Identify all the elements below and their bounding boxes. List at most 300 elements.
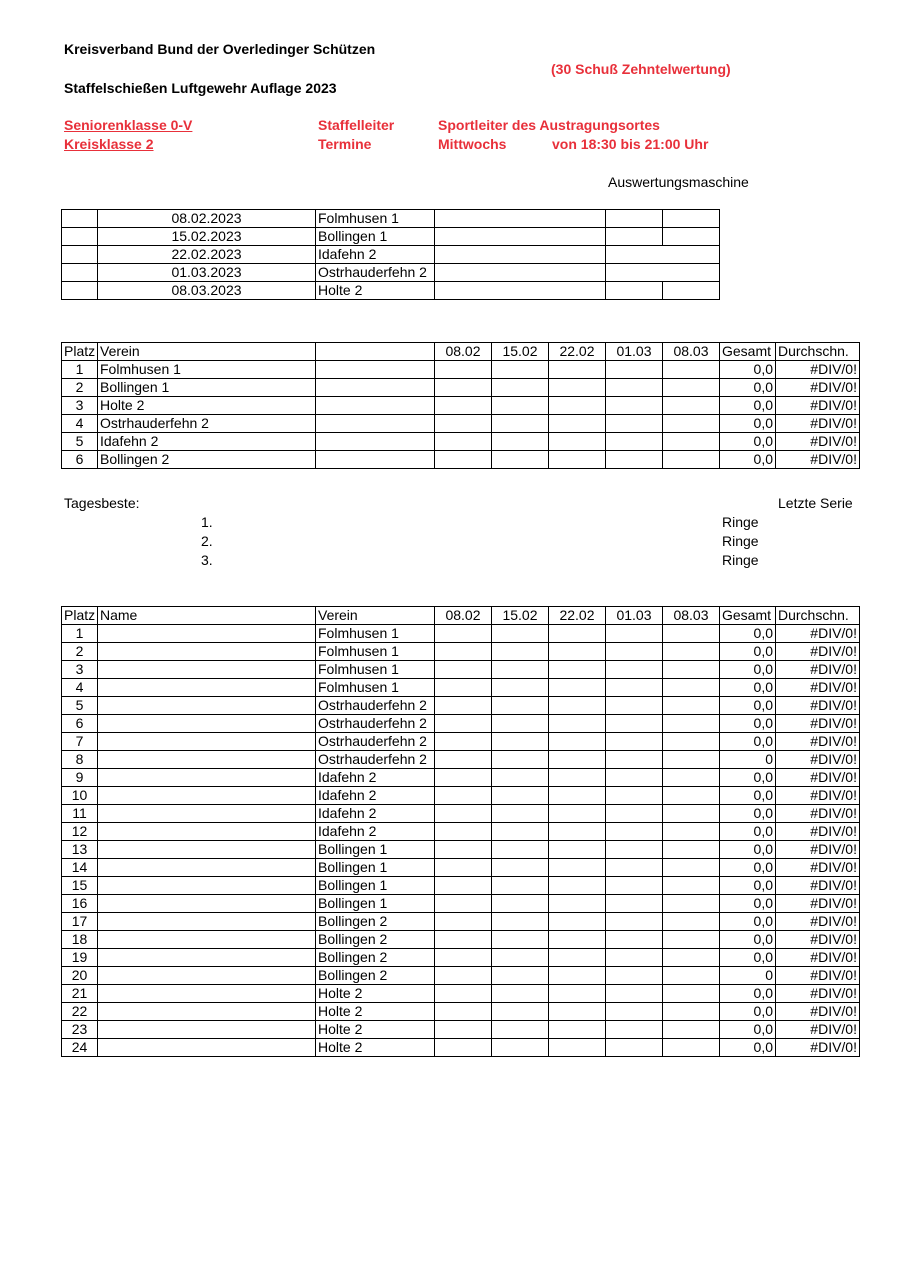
team-verein: Bollingen 2 bbox=[98, 451, 316, 469]
col-date-3: 22.02 bbox=[549, 343, 606, 361]
shooter-score-3 bbox=[549, 715, 606, 733]
shooter-score-3 bbox=[549, 859, 606, 877]
shooter-score-2 bbox=[492, 715, 549, 733]
schedule-club: Folmhusen 1 bbox=[316, 210, 435, 228]
team-score-4 bbox=[606, 397, 663, 415]
team-blank bbox=[316, 361, 435, 379]
team-platz: 5 bbox=[62, 433, 98, 451]
shooter-score-2 bbox=[492, 967, 549, 985]
shooter-gesamt: 0,0 bbox=[720, 787, 776, 805]
col-verein: Verein bbox=[316, 607, 435, 625]
tagesbeste-place-3: 3. bbox=[201, 552, 213, 568]
shooter-score-4 bbox=[606, 787, 663, 805]
shooter-verein: Ostrhauderfehn 2 bbox=[316, 733, 435, 751]
col-date-1: 08.02 bbox=[435, 343, 492, 361]
schedule-blank bbox=[606, 264, 720, 282]
shooter-score-4 bbox=[606, 913, 663, 931]
shooter-verein: Folmhusen 1 bbox=[316, 643, 435, 661]
shooter-platz: 6 bbox=[62, 715, 98, 733]
shooter-score-5 bbox=[663, 679, 720, 697]
shooter-score-3 bbox=[549, 1021, 606, 1039]
col-date-3: 22.02 bbox=[549, 607, 606, 625]
shooter-score-2 bbox=[492, 841, 549, 859]
shooter-score-3 bbox=[549, 1003, 606, 1021]
col-date-2: 15.02 bbox=[492, 607, 549, 625]
shooter-score-1 bbox=[435, 985, 492, 1003]
shooter-verein: Idafehn 2 bbox=[316, 805, 435, 823]
shooter-score-2 bbox=[492, 877, 549, 895]
team-score-3 bbox=[549, 433, 606, 451]
shooter-row bbox=[62, 787, 860, 805]
shooter-durchschnitt: #DIV/0! bbox=[776, 1003, 860, 1021]
shooter-score-4 bbox=[606, 931, 663, 949]
shooter-score-4 bbox=[606, 859, 663, 877]
shooter-score-4 bbox=[606, 967, 663, 985]
shooter-durchschnitt: #DIV/0! bbox=[776, 859, 860, 877]
shooter-durchschnitt: #DIV/0! bbox=[776, 949, 860, 967]
shooter-score-3 bbox=[549, 805, 606, 823]
col-verein: Verein bbox=[98, 343, 316, 361]
shooter-name bbox=[98, 1021, 316, 1039]
shooter-durchschnitt: #DIV/0! bbox=[776, 715, 860, 733]
shooter-score-2 bbox=[492, 913, 549, 931]
team-score-2 bbox=[492, 451, 549, 469]
shooter-score-5 bbox=[663, 949, 720, 967]
shooter-gesamt: 0,0 bbox=[720, 661, 776, 679]
shooter-verein: Folmhusen 1 bbox=[316, 661, 435, 679]
team-durchschnitt: #DIV/0! bbox=[776, 415, 860, 433]
shooter-score-1 bbox=[435, 841, 492, 859]
schedule-club: Ostrhauderfehn 2 bbox=[316, 264, 435, 282]
shooter-verein: Bollingen 1 bbox=[316, 895, 435, 913]
team-row bbox=[62, 415, 860, 433]
shooter-name bbox=[98, 697, 316, 715]
shooter-score-4 bbox=[606, 1021, 663, 1039]
shooter-platz: 9 bbox=[62, 769, 98, 787]
shooter-gesamt: 0,0 bbox=[720, 697, 776, 715]
ringe-label-1: Ringe bbox=[722, 514, 759, 530]
shooter-score-2 bbox=[492, 859, 549, 877]
shooter-durchschnitt: #DIV/0! bbox=[776, 1039, 860, 1057]
shooter-score-5 bbox=[663, 769, 720, 787]
shooter-gesamt: 0,0 bbox=[720, 877, 776, 895]
shooter-score-5 bbox=[663, 913, 720, 931]
shooter-platz: 4 bbox=[62, 679, 98, 697]
shooter-score-5 bbox=[663, 841, 720, 859]
shooter-row bbox=[62, 841, 860, 859]
schedule-blank bbox=[606, 246, 720, 264]
schedule-date: 22.02.2023 bbox=[98, 246, 316, 264]
schedule-blank bbox=[435, 282, 606, 300]
schedule-blank bbox=[435, 228, 606, 246]
shooter-score-1 bbox=[435, 1039, 492, 1057]
shooter-score-1 bbox=[435, 625, 492, 643]
shooter-score-4 bbox=[606, 1003, 663, 1021]
team-gesamt: 0,0 bbox=[720, 379, 776, 397]
team-blank bbox=[316, 451, 435, 469]
shooter-row bbox=[62, 733, 860, 751]
shooter-score-2 bbox=[492, 643, 549, 661]
shooter-score-4 bbox=[606, 697, 663, 715]
class-senior: Seniorenklasse 0-V bbox=[64, 117, 193, 133]
team-score-4 bbox=[606, 451, 663, 469]
shooter-score-2 bbox=[492, 679, 549, 697]
shooter-score-1 bbox=[435, 697, 492, 715]
shooter-row bbox=[62, 769, 860, 787]
shooter-gesamt: 0,0 bbox=[720, 913, 776, 931]
team-verein: Holte 2 bbox=[98, 397, 316, 415]
col-date-5: 08.03 bbox=[663, 343, 720, 361]
shooter-score-5 bbox=[663, 1003, 720, 1021]
shooter-score-4 bbox=[606, 751, 663, 769]
shooter-row bbox=[62, 1021, 860, 1039]
col-gesamt: Gesamt bbox=[720, 343, 776, 361]
team-durchschnitt: #DIV/0! bbox=[776, 379, 860, 397]
shooter-durchschnitt: #DIV/0! bbox=[776, 787, 860, 805]
shooter-score-4 bbox=[606, 823, 663, 841]
team-blank bbox=[316, 415, 435, 433]
shooter-score-1 bbox=[435, 913, 492, 931]
schedule-club: Holte 2 bbox=[316, 282, 435, 300]
team-durchschnitt: #DIV/0! bbox=[776, 451, 860, 469]
team-score-1 bbox=[435, 361, 492, 379]
shooter-score-3 bbox=[549, 985, 606, 1003]
shooter-verein: Ostrhauderfehn 2 bbox=[316, 697, 435, 715]
schedule-row bbox=[62, 246, 720, 264]
shooter-score-1 bbox=[435, 877, 492, 895]
shooter-name bbox=[98, 751, 316, 769]
tagesbeste-label: Tagesbeste: bbox=[64, 495, 140, 511]
team-score-2 bbox=[492, 415, 549, 433]
shooter-score-4 bbox=[606, 895, 663, 913]
shooter-platz: 8 bbox=[62, 751, 98, 769]
shooter-score-3 bbox=[549, 661, 606, 679]
shooter-gesamt: 0,0 bbox=[720, 1003, 776, 1021]
shooter-gesamt: 0,0 bbox=[720, 805, 776, 823]
shooter-name bbox=[98, 1039, 316, 1057]
team-durchschnitt: #DIV/0! bbox=[776, 397, 860, 415]
shooter-gesamt: 0,0 bbox=[720, 643, 776, 661]
shooter-score-5 bbox=[663, 625, 720, 643]
shooter-durchschnitt: #DIV/0! bbox=[776, 625, 860, 643]
shooter-platz: 12 bbox=[62, 823, 98, 841]
shooter-row bbox=[62, 697, 860, 715]
shooter-score-4 bbox=[606, 733, 663, 751]
col-platz: Platz bbox=[62, 343, 98, 361]
shooter-platz: 1 bbox=[62, 625, 98, 643]
shooter-score-1 bbox=[435, 1021, 492, 1039]
team-score-4 bbox=[606, 361, 663, 379]
dates-label: Termine bbox=[318, 136, 372, 152]
shooter-platz: 11 bbox=[62, 805, 98, 823]
shooter-score-2 bbox=[492, 823, 549, 841]
shooter-platz: 22 bbox=[62, 1003, 98, 1021]
shooter-row bbox=[62, 877, 860, 895]
shooter-durchschnitt: #DIV/0! bbox=[776, 769, 860, 787]
schedule-blank bbox=[663, 228, 720, 246]
shooter-score-3 bbox=[549, 967, 606, 985]
shooter-row bbox=[62, 823, 860, 841]
shooter-row bbox=[62, 715, 860, 733]
shooter-durchschnitt: #DIV/0! bbox=[776, 985, 860, 1003]
shooter-platz: 13 bbox=[62, 841, 98, 859]
shooter-score-3 bbox=[549, 787, 606, 805]
team-score-2 bbox=[492, 361, 549, 379]
shooter-name bbox=[98, 661, 316, 679]
shooter-name bbox=[98, 823, 316, 841]
shooter-name bbox=[98, 625, 316, 643]
shooter-score-4 bbox=[606, 679, 663, 697]
shooter-name bbox=[98, 715, 316, 733]
shooter-verein: Holte 2 bbox=[316, 1021, 435, 1039]
schedule-row bbox=[62, 264, 720, 282]
shooter-verein: Idafehn 2 bbox=[316, 787, 435, 805]
shooter-score-1 bbox=[435, 823, 492, 841]
shooter-durchschnitt: #DIV/0! bbox=[776, 733, 860, 751]
team-blank bbox=[316, 379, 435, 397]
shooter-score-2 bbox=[492, 733, 549, 751]
shooter-score-1 bbox=[435, 859, 492, 877]
team-table bbox=[61, 342, 860, 469]
team-score-1 bbox=[435, 415, 492, 433]
shooter-score-4 bbox=[606, 769, 663, 787]
shooter-score-4 bbox=[606, 805, 663, 823]
shooter-row bbox=[62, 751, 860, 769]
shooter-gesamt: 0,0 bbox=[720, 1039, 776, 1057]
shooter-gesamt: 0 bbox=[720, 967, 776, 985]
shooter-score-1 bbox=[435, 679, 492, 697]
shooter-score-3 bbox=[549, 949, 606, 967]
shooter-score-4 bbox=[606, 985, 663, 1003]
shooter-gesamt: 0,0 bbox=[720, 859, 776, 877]
shooter-name bbox=[98, 805, 316, 823]
shooter-verein: Idafehn 2 bbox=[316, 769, 435, 787]
shooter-score-3 bbox=[549, 841, 606, 859]
schedule-table bbox=[61, 209, 720, 300]
shooter-score-4 bbox=[606, 841, 663, 859]
shooter-platz: 7 bbox=[62, 733, 98, 751]
col-platz: Platz bbox=[62, 607, 98, 625]
shooter-name bbox=[98, 841, 316, 859]
shooter-gesamt: 0,0 bbox=[720, 733, 776, 751]
shooter-score-2 bbox=[492, 985, 549, 1003]
ringe-label-2: Ringe bbox=[722, 533, 759, 549]
shooter-score-2 bbox=[492, 895, 549, 913]
shooter-score-5 bbox=[663, 715, 720, 733]
shooter-row bbox=[62, 985, 860, 1003]
shooter-score-1 bbox=[435, 805, 492, 823]
shooter-verein: Bollingen 1 bbox=[316, 841, 435, 859]
shooter-row bbox=[62, 805, 860, 823]
shooter-score-5 bbox=[663, 967, 720, 985]
shooter-durchschnitt: #DIV/0! bbox=[776, 1021, 860, 1039]
team-gesamt: 0,0 bbox=[720, 361, 776, 379]
shooter-name bbox=[98, 679, 316, 697]
shooter-score-4 bbox=[606, 949, 663, 967]
team-score-5 bbox=[663, 397, 720, 415]
shooter-durchschnitt: #DIV/0! bbox=[776, 679, 860, 697]
team-durchschnitt: #DIV/0! bbox=[776, 361, 860, 379]
shooter-gesamt: 0,0 bbox=[720, 1021, 776, 1039]
shooter-score-4 bbox=[606, 715, 663, 733]
shooter-header-row bbox=[62, 607, 860, 625]
shooter-score-3 bbox=[549, 643, 606, 661]
team-score-5 bbox=[663, 379, 720, 397]
shooter-score-5 bbox=[663, 805, 720, 823]
shooter-gesamt: 0,0 bbox=[720, 823, 776, 841]
shooter-platz: 17 bbox=[62, 913, 98, 931]
team-blank bbox=[316, 397, 435, 415]
leader-label: Staffelleiter bbox=[318, 117, 395, 133]
schedule-date: 15.02.2023 bbox=[98, 228, 316, 246]
shooter-score-3 bbox=[549, 931, 606, 949]
shooter-score-5 bbox=[663, 733, 720, 751]
shooter-durchschnitt: #DIV/0! bbox=[776, 895, 860, 913]
shooter-gesamt: 0 bbox=[720, 751, 776, 769]
shooter-score-5 bbox=[663, 1021, 720, 1039]
team-row bbox=[62, 433, 860, 451]
schedule-row bbox=[62, 282, 720, 300]
schedule-blank bbox=[62, 246, 98, 264]
shooter-score-3 bbox=[549, 895, 606, 913]
shooter-platz: 2 bbox=[62, 643, 98, 661]
shooter-row bbox=[62, 661, 860, 679]
shooter-platz: 5 bbox=[62, 697, 98, 715]
shooter-score-5 bbox=[663, 931, 720, 949]
shooter-name bbox=[98, 769, 316, 787]
team-platz: 3 bbox=[62, 397, 98, 415]
shooter-verein: Idafehn 2 bbox=[316, 823, 435, 841]
shooter-row bbox=[62, 967, 860, 985]
shooter-score-5 bbox=[663, 1039, 720, 1057]
team-score-5 bbox=[663, 361, 720, 379]
col-date-5: 08.03 bbox=[663, 607, 720, 625]
schedule-blank bbox=[435, 210, 606, 228]
team-score-4 bbox=[606, 379, 663, 397]
shooter-score-4 bbox=[606, 625, 663, 643]
shooter-score-3 bbox=[549, 679, 606, 697]
tagesbeste-place-2: 2. bbox=[201, 533, 213, 549]
shooter-platz: 23 bbox=[62, 1021, 98, 1039]
team-score-2 bbox=[492, 433, 549, 451]
schedule-date: 08.03.2023 bbox=[98, 282, 316, 300]
shooter-score-5 bbox=[663, 751, 720, 769]
shooter-score-4 bbox=[606, 877, 663, 895]
shooter-platz: 3 bbox=[62, 661, 98, 679]
shooter-score-2 bbox=[492, 787, 549, 805]
team-header-row bbox=[62, 343, 860, 361]
shooter-name bbox=[98, 733, 316, 751]
team-score-4 bbox=[606, 415, 663, 433]
shooter-gesamt: 0,0 bbox=[720, 715, 776, 733]
shooter-platz: 16 bbox=[62, 895, 98, 913]
shooter-name bbox=[98, 913, 316, 931]
team-blank bbox=[316, 433, 435, 451]
shooter-score-3 bbox=[549, 823, 606, 841]
schedule-date: 08.02.2023 bbox=[98, 210, 316, 228]
shooter-durchschnitt: #DIV/0! bbox=[776, 697, 860, 715]
shooter-table bbox=[61, 606, 860, 1057]
shooter-score-4 bbox=[606, 1039, 663, 1057]
shooter-verein: Bollingen 1 bbox=[316, 859, 435, 877]
shooter-row bbox=[62, 1003, 860, 1021]
team-score-5 bbox=[663, 451, 720, 469]
shooter-score-5 bbox=[663, 859, 720, 877]
shooter-score-1 bbox=[435, 769, 492, 787]
schedule-blank bbox=[62, 228, 98, 246]
shooter-score-5 bbox=[663, 895, 720, 913]
team-score-1 bbox=[435, 397, 492, 415]
org-title: Kreisverband Bund der Overledinger Schützen bbox=[64, 41, 376, 57]
shooter-platz: 10 bbox=[62, 787, 98, 805]
shooter-row bbox=[62, 895, 860, 913]
shooter-score-1 bbox=[435, 751, 492, 769]
shooter-score-1 bbox=[435, 967, 492, 985]
col-durchschnitt: Durchschn. bbox=[776, 607, 860, 625]
shooter-durchschnitt: #DIV/0! bbox=[776, 823, 860, 841]
ringe-label-3: Ringe bbox=[722, 552, 759, 568]
col-date-1: 08.02 bbox=[435, 607, 492, 625]
shooter-score-2 bbox=[492, 661, 549, 679]
shooter-durchschnitt: #DIV/0! bbox=[776, 661, 860, 679]
team-row bbox=[62, 379, 860, 397]
schedule-blank bbox=[606, 210, 663, 228]
schedule-blank bbox=[663, 282, 720, 300]
shooter-durchschnitt: #DIV/0! bbox=[776, 805, 860, 823]
team-verein: Idafehn 2 bbox=[98, 433, 316, 451]
shooter-name bbox=[98, 931, 316, 949]
team-score-5 bbox=[663, 433, 720, 451]
shooter-score-2 bbox=[492, 751, 549, 769]
shooter-verein: Ostrhauderfehn 2 bbox=[316, 751, 435, 769]
shooter-durchschnitt: #DIV/0! bbox=[776, 877, 860, 895]
shooter-name bbox=[98, 859, 316, 877]
team-durchschnitt: #DIV/0! bbox=[776, 433, 860, 451]
class-kreis: Kreisklasse 2 bbox=[64, 136, 154, 152]
shooter-score-1 bbox=[435, 715, 492, 733]
shooter-name bbox=[98, 895, 316, 913]
shooter-score-2 bbox=[492, 931, 549, 949]
schedule-row bbox=[62, 210, 720, 228]
schedule-blank bbox=[435, 264, 606, 282]
team-score-3 bbox=[549, 397, 606, 415]
shooter-score-2 bbox=[492, 1039, 549, 1057]
schedule-club: Idafehn 2 bbox=[316, 246, 435, 264]
shooter-row bbox=[62, 1039, 860, 1057]
shooter-score-3 bbox=[549, 1039, 606, 1057]
shooter-verein: Bollingen 2 bbox=[316, 967, 435, 985]
schedule-blank bbox=[62, 282, 98, 300]
shooter-durchschnitt: #DIV/0! bbox=[776, 931, 860, 949]
shooter-name bbox=[98, 1003, 316, 1021]
schedule-blank bbox=[606, 228, 663, 246]
shooter-score-1 bbox=[435, 787, 492, 805]
schedule-club: Bollingen 1 bbox=[316, 228, 435, 246]
shooter-gesamt: 0,0 bbox=[720, 625, 776, 643]
shooter-verein: Bollingen 1 bbox=[316, 877, 435, 895]
shooter-gesamt: 0,0 bbox=[720, 895, 776, 913]
shooter-durchschnitt: #DIV/0! bbox=[776, 913, 860, 931]
shooter-row bbox=[62, 643, 860, 661]
shooter-platz: 21 bbox=[62, 985, 98, 1003]
shooter-row bbox=[62, 859, 860, 877]
team-score-2 bbox=[492, 397, 549, 415]
shooter-gesamt: 0,0 bbox=[720, 931, 776, 949]
team-platz: 4 bbox=[62, 415, 98, 433]
shooter-score-1 bbox=[435, 643, 492, 661]
scoring-note: (30 Schuß Zehntelwertung) bbox=[551, 61, 731, 77]
shooter-score-2 bbox=[492, 697, 549, 715]
